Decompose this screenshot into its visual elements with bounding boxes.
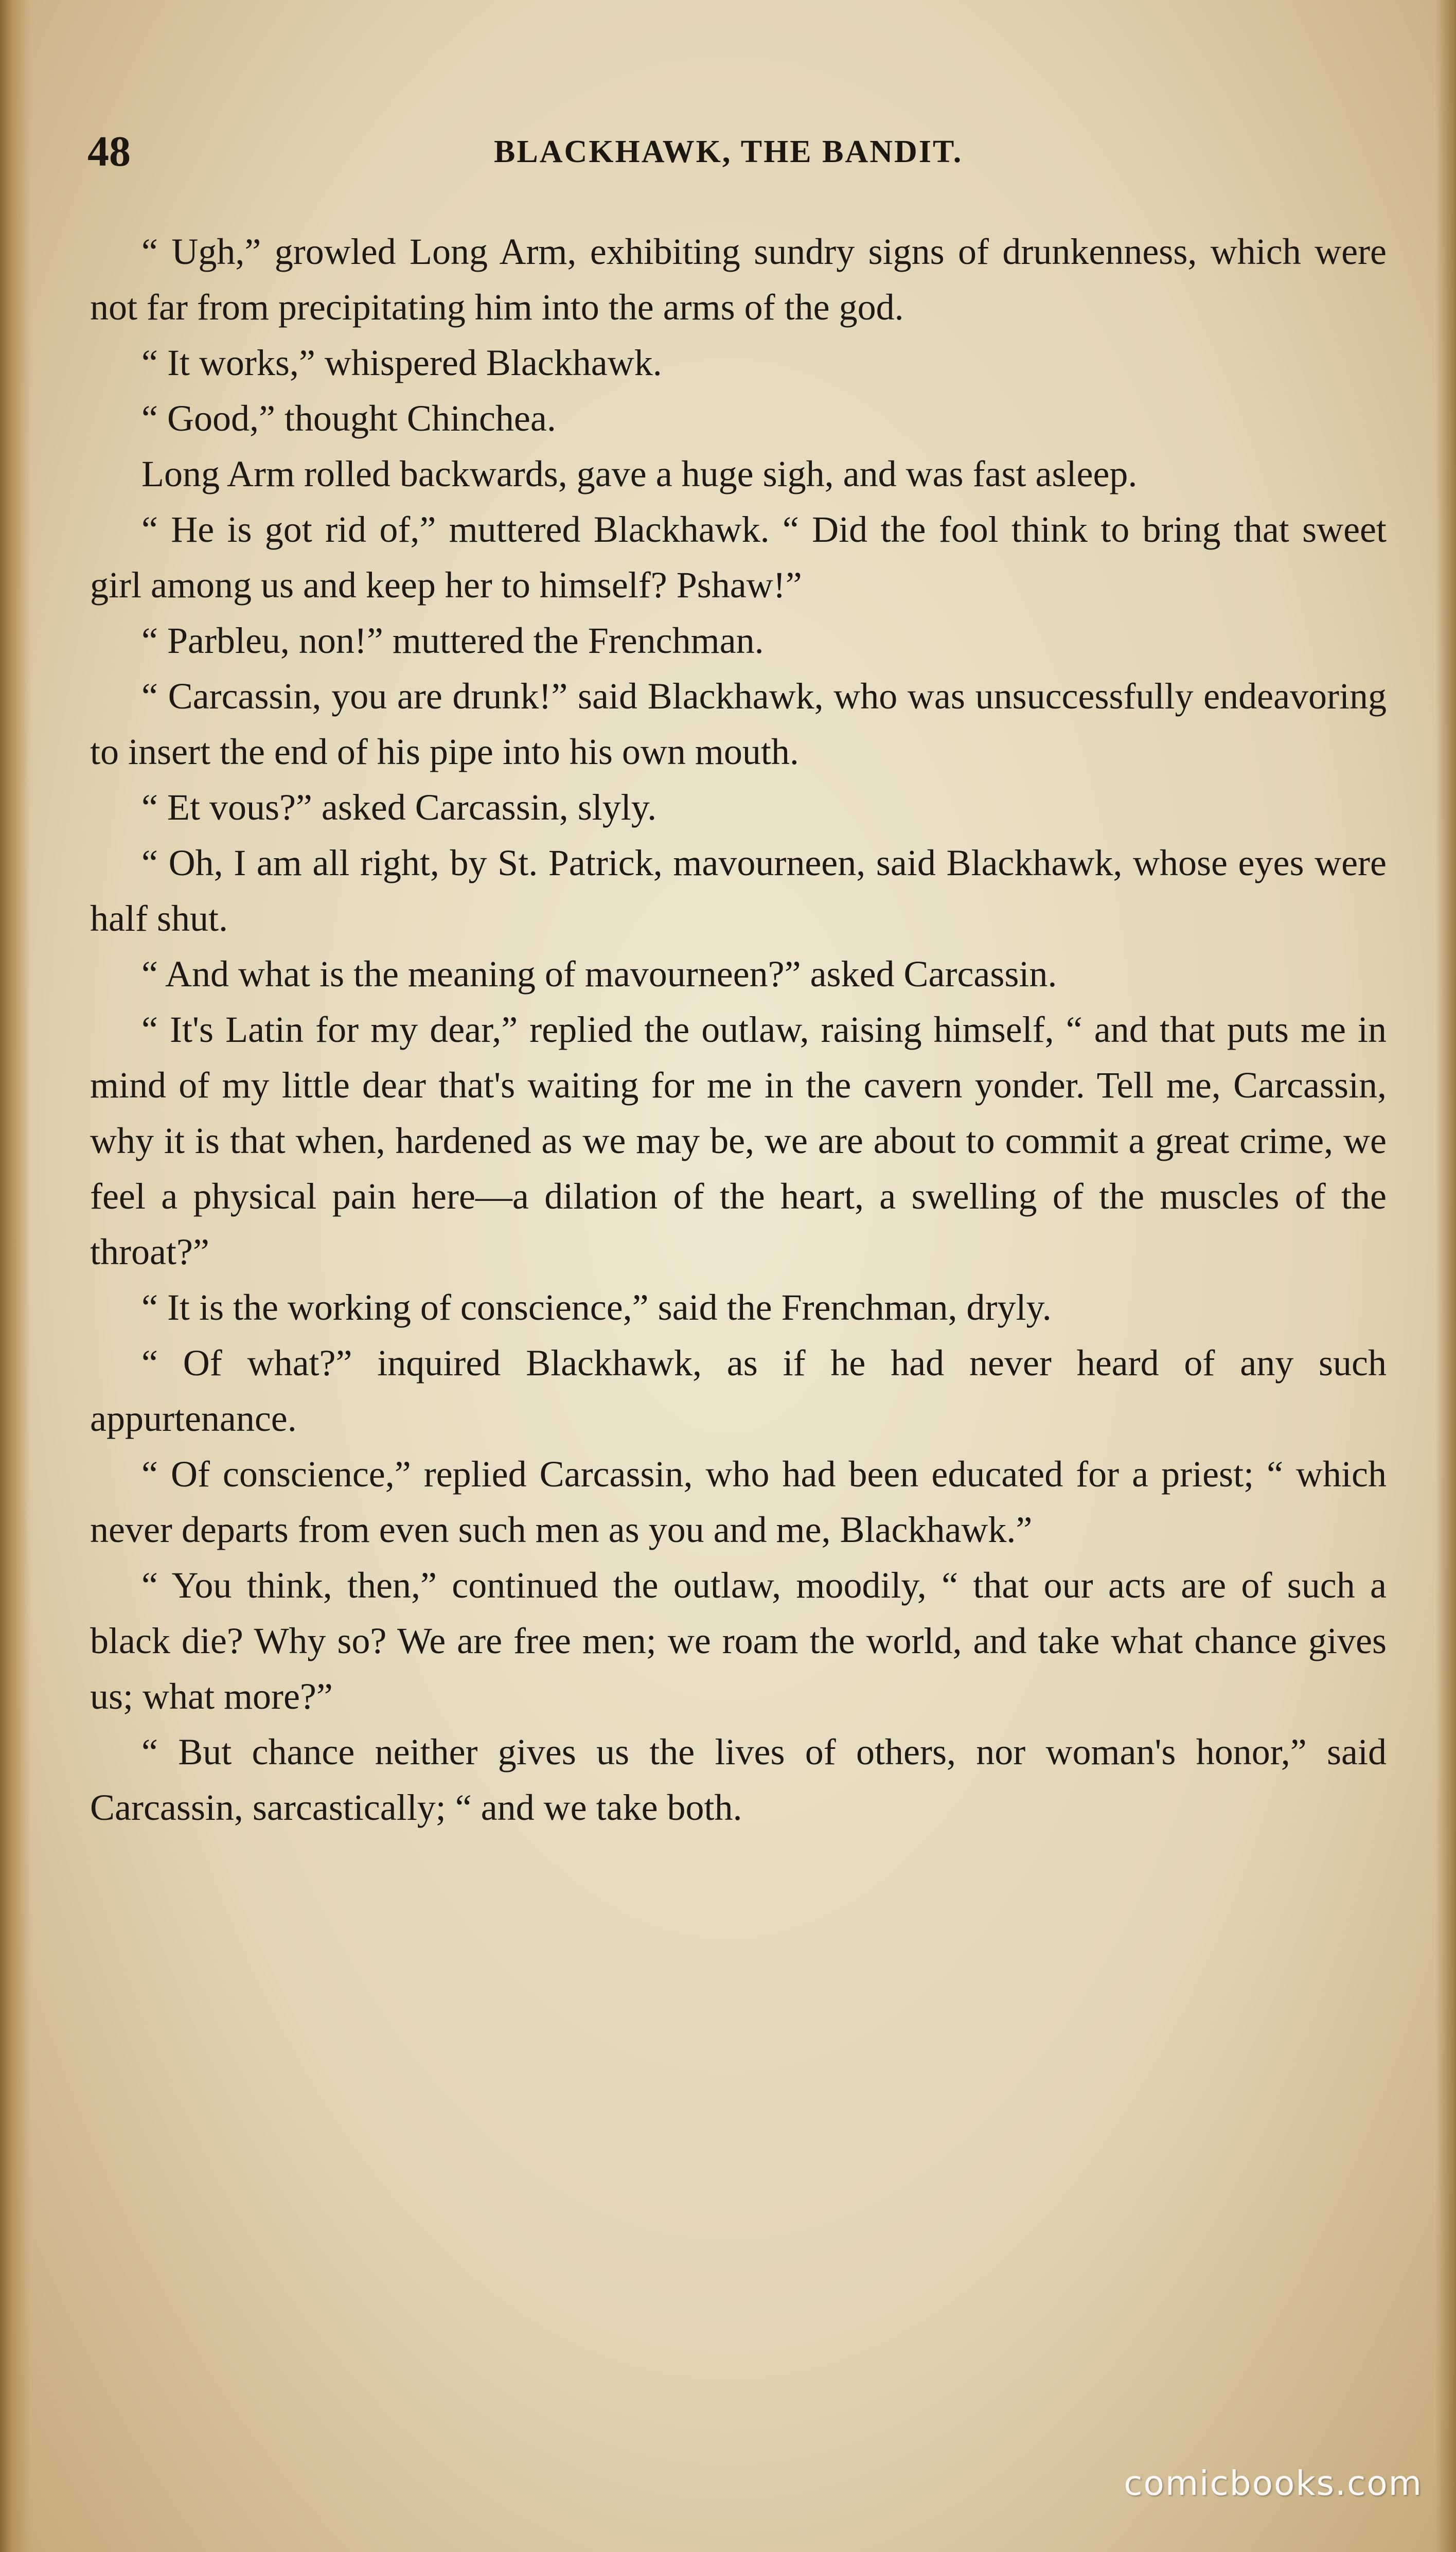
paragraph: “ You think, then,” continued the outlaw, moodily, “ that our acts are of such a black die? Why so? We are free men; we roam the world, and take what chance gives us; what more?” [90,1565,1387,1717]
paragraph: “ Et vous?” asked Carcassin, slyly. [141,787,657,828]
paragraph: “ Of conscience,” replied Carcassin, who had been educated for a priest; “ which never departs from even such men as you and me, Blackhawk.” [90,1454,1387,1550]
paragraph: “ Carcassin, you are drunk!” said Blackhawk, who was unsuccessfully endeavoring to insert the end of his pipe into his own mouth. [90,676,1387,772]
page-edge-right [1435,0,1456,2552]
watermark: comicbooks.com [1124,2464,1423,2503]
paragraph: “ Ugh,” growled Long Arm, exhibiting sundry signs of drunkenness, which were not far from precipitating him into the arms of the god. [90,231,1387,328]
paragraph: “ Good,” thought Chinchea. [141,398,556,439]
paragraph: “ Oh, I am all right, by St. Patrick, mavourneen, said Blackhawk, whose eyes were half shut. [90,842,1387,939]
paragraph: “ He is got rid of,” muttered Blackhawk. “ Did the fool think to bring that sweet girl among us and keep her to himself? Pshaw!” [90,509,1387,606]
paragraph: “ It's Latin for my dear,” replied the outlaw, raising himself, “ and that puts me in mind of my little dear that's waiting for me in the cavern yonder. Tell me, Carcassin, why it is that when, hardened as we may be, we are about to commit a great crime, we feel a physical pain here—a dilation of the heart, a swelling of the muscles of the throat?” [90,1009,1387,1272]
paragraph: “ Of what?” inquired Blackhawk, as if he had never heard of any such appurtenance. [90,1342,1387,1439]
page-edge-left [0,0,31,2552]
paragraph: “ It is the working of conscience,” said the Frenchman, dryly. [141,1287,1052,1328]
paragraph: Long Arm rolled backwards, gave a huge sigh, and was fast asleep. [141,453,1138,494]
page-number: 48 [87,128,131,175]
paragraph: “ Parbleu, non!” muttered the Frenchman. [141,620,764,661]
body-text [90,224,1387,1835]
paragraph: “ But chance neither gives us the lives of others, nor woman's honor,” said Carcassin, sarcastically; “ and we take both. [90,1731,1387,1828]
running-title: BLACKHAWK, THE BANDIT. [494,134,963,169]
paragraph: “ And what is the meaning of mavourneen?” asked Carcassin. [141,953,1057,995]
running-head [87,123,1394,180]
paragraph: “ It works,” whispered Blackhawk. [141,342,662,383]
